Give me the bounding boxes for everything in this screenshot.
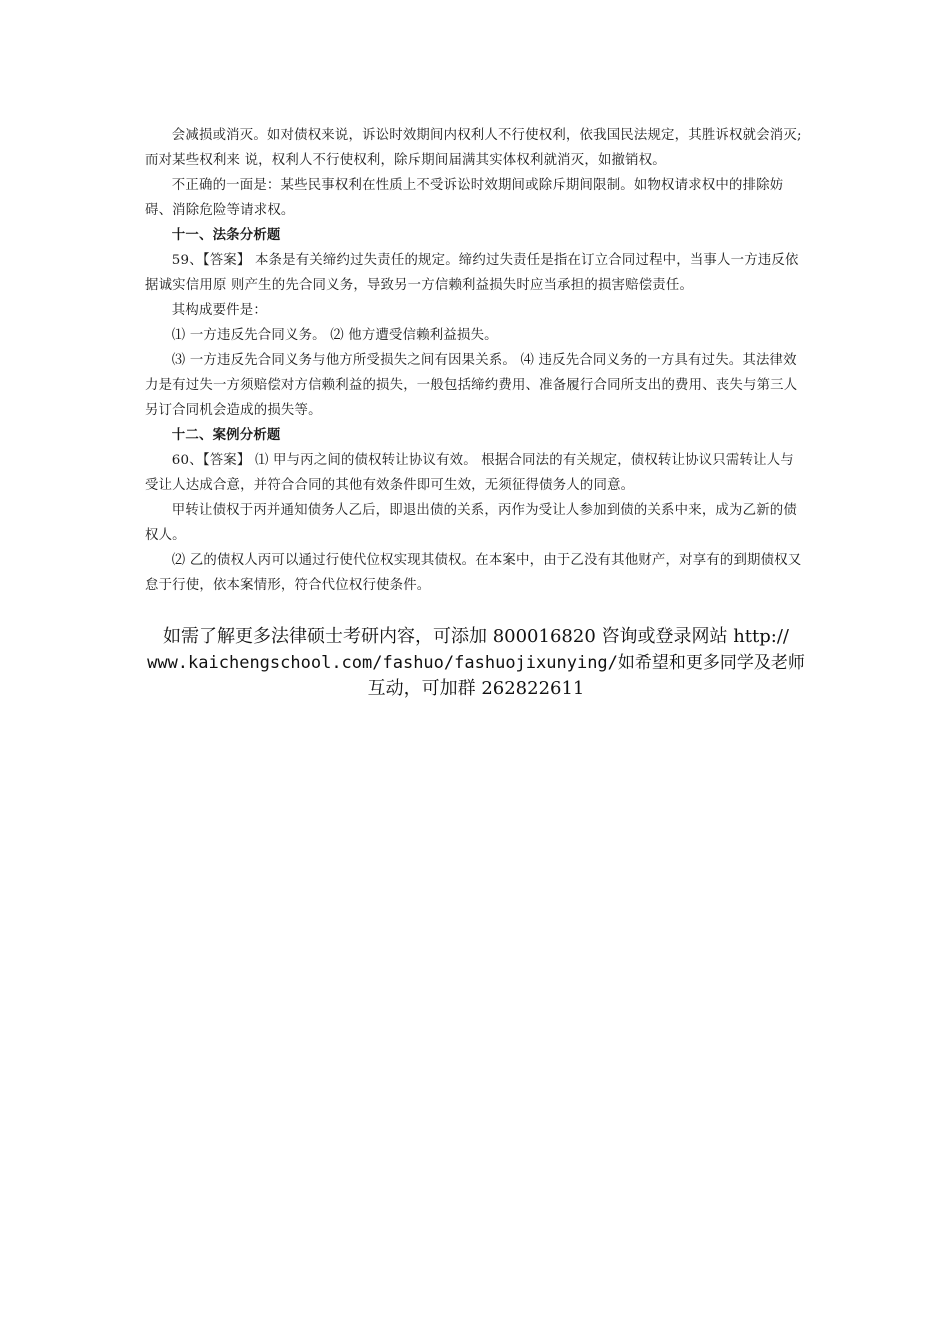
- promo-line-1: 如需了解更多法律硕士考研内容，可添加 800016820 咨询或登录网站 http://: [162, 626, 789, 647]
- paragraph: ⑴ 一方违反先合同义务。 ⑵ 他方遭受信赖利益损失。: [171, 328, 498, 343]
- paragraph: 不正确的一面是：某些民事权利在性质上不受诉讼时效期间或除斥期间限制。如物权请求权中的排除妨碍、消除危险等请求权。: [145, 178, 784, 218]
- paragraph: 其构成要件是：: [171, 303, 267, 318]
- document-body: [145, 123, 807, 598]
- promo-footer: [140, 624, 812, 702]
- section-heading: 十二、案例分析题: [171, 428, 281, 443]
- paragraph: 会减损或消灭。如对债权来说，诉讼时效期间内权利人不行使权利，依我国民法规定，其胜诉权就会消灭;而对某些权利来 说，权利人不行使权利，除斥期间届满其实体权利就消灭，如撤销权。: [145, 128, 802, 168]
- paragraph: ⑶ 一方违反先合同义务与他方所受损失之间有因果关系。 ⑷ 违反先合同义务的一方具有过失。其法律效力是有过失一方须赔偿对方信赖利益的损失，一般包括缔约费用、准备履行合同所支出的费用、丧失与第三人另订合同机会造成的损失等。: [145, 353, 798, 418]
- paragraph: ⑵ 乙的债权人丙可以通过行使代位权实现其债权。在本案中，由于乙没有其他财产，对享有的到期债权又怠于行使，依本案情形，符合代位权行使条件。: [145, 553, 802, 593]
- section-heading: 十一、法条分析题: [171, 228, 281, 243]
- paragraph: 甲转让债权于丙并通知债务人乙后，即退出债的关系，丙作为受让人参加到债的关系中来，成为乙新的债权人。: [145, 503, 797, 543]
- paragraph: 60、【答案】 ⑴ 甲与丙之间的债权转让协议有效。 根据合同法的有关规定，债权转让协议只需转让人与受让人达成合意，并符合合同的其他有效条件即可生效，无须征得债务人的同意。: [145, 453, 794, 493]
- paragraph: 59、【答案】 本条是有关缔约过失责任的规定。缔约过失责任是指在订立合同过程中，当事人一方违反依据诚实信用原 则产生的先合同义务，导致另一方信赖利益损失时应当承担的损害赔偿责任。: [145, 253, 799, 293]
- promo-url-line[interactable]: www.kaichengschool.com/fashuo/fashuojixunying/如希望和更多同学及老师: [147, 653, 805, 673]
- promo-line-3: 互动，可加群 262822611: [367, 678, 585, 699]
